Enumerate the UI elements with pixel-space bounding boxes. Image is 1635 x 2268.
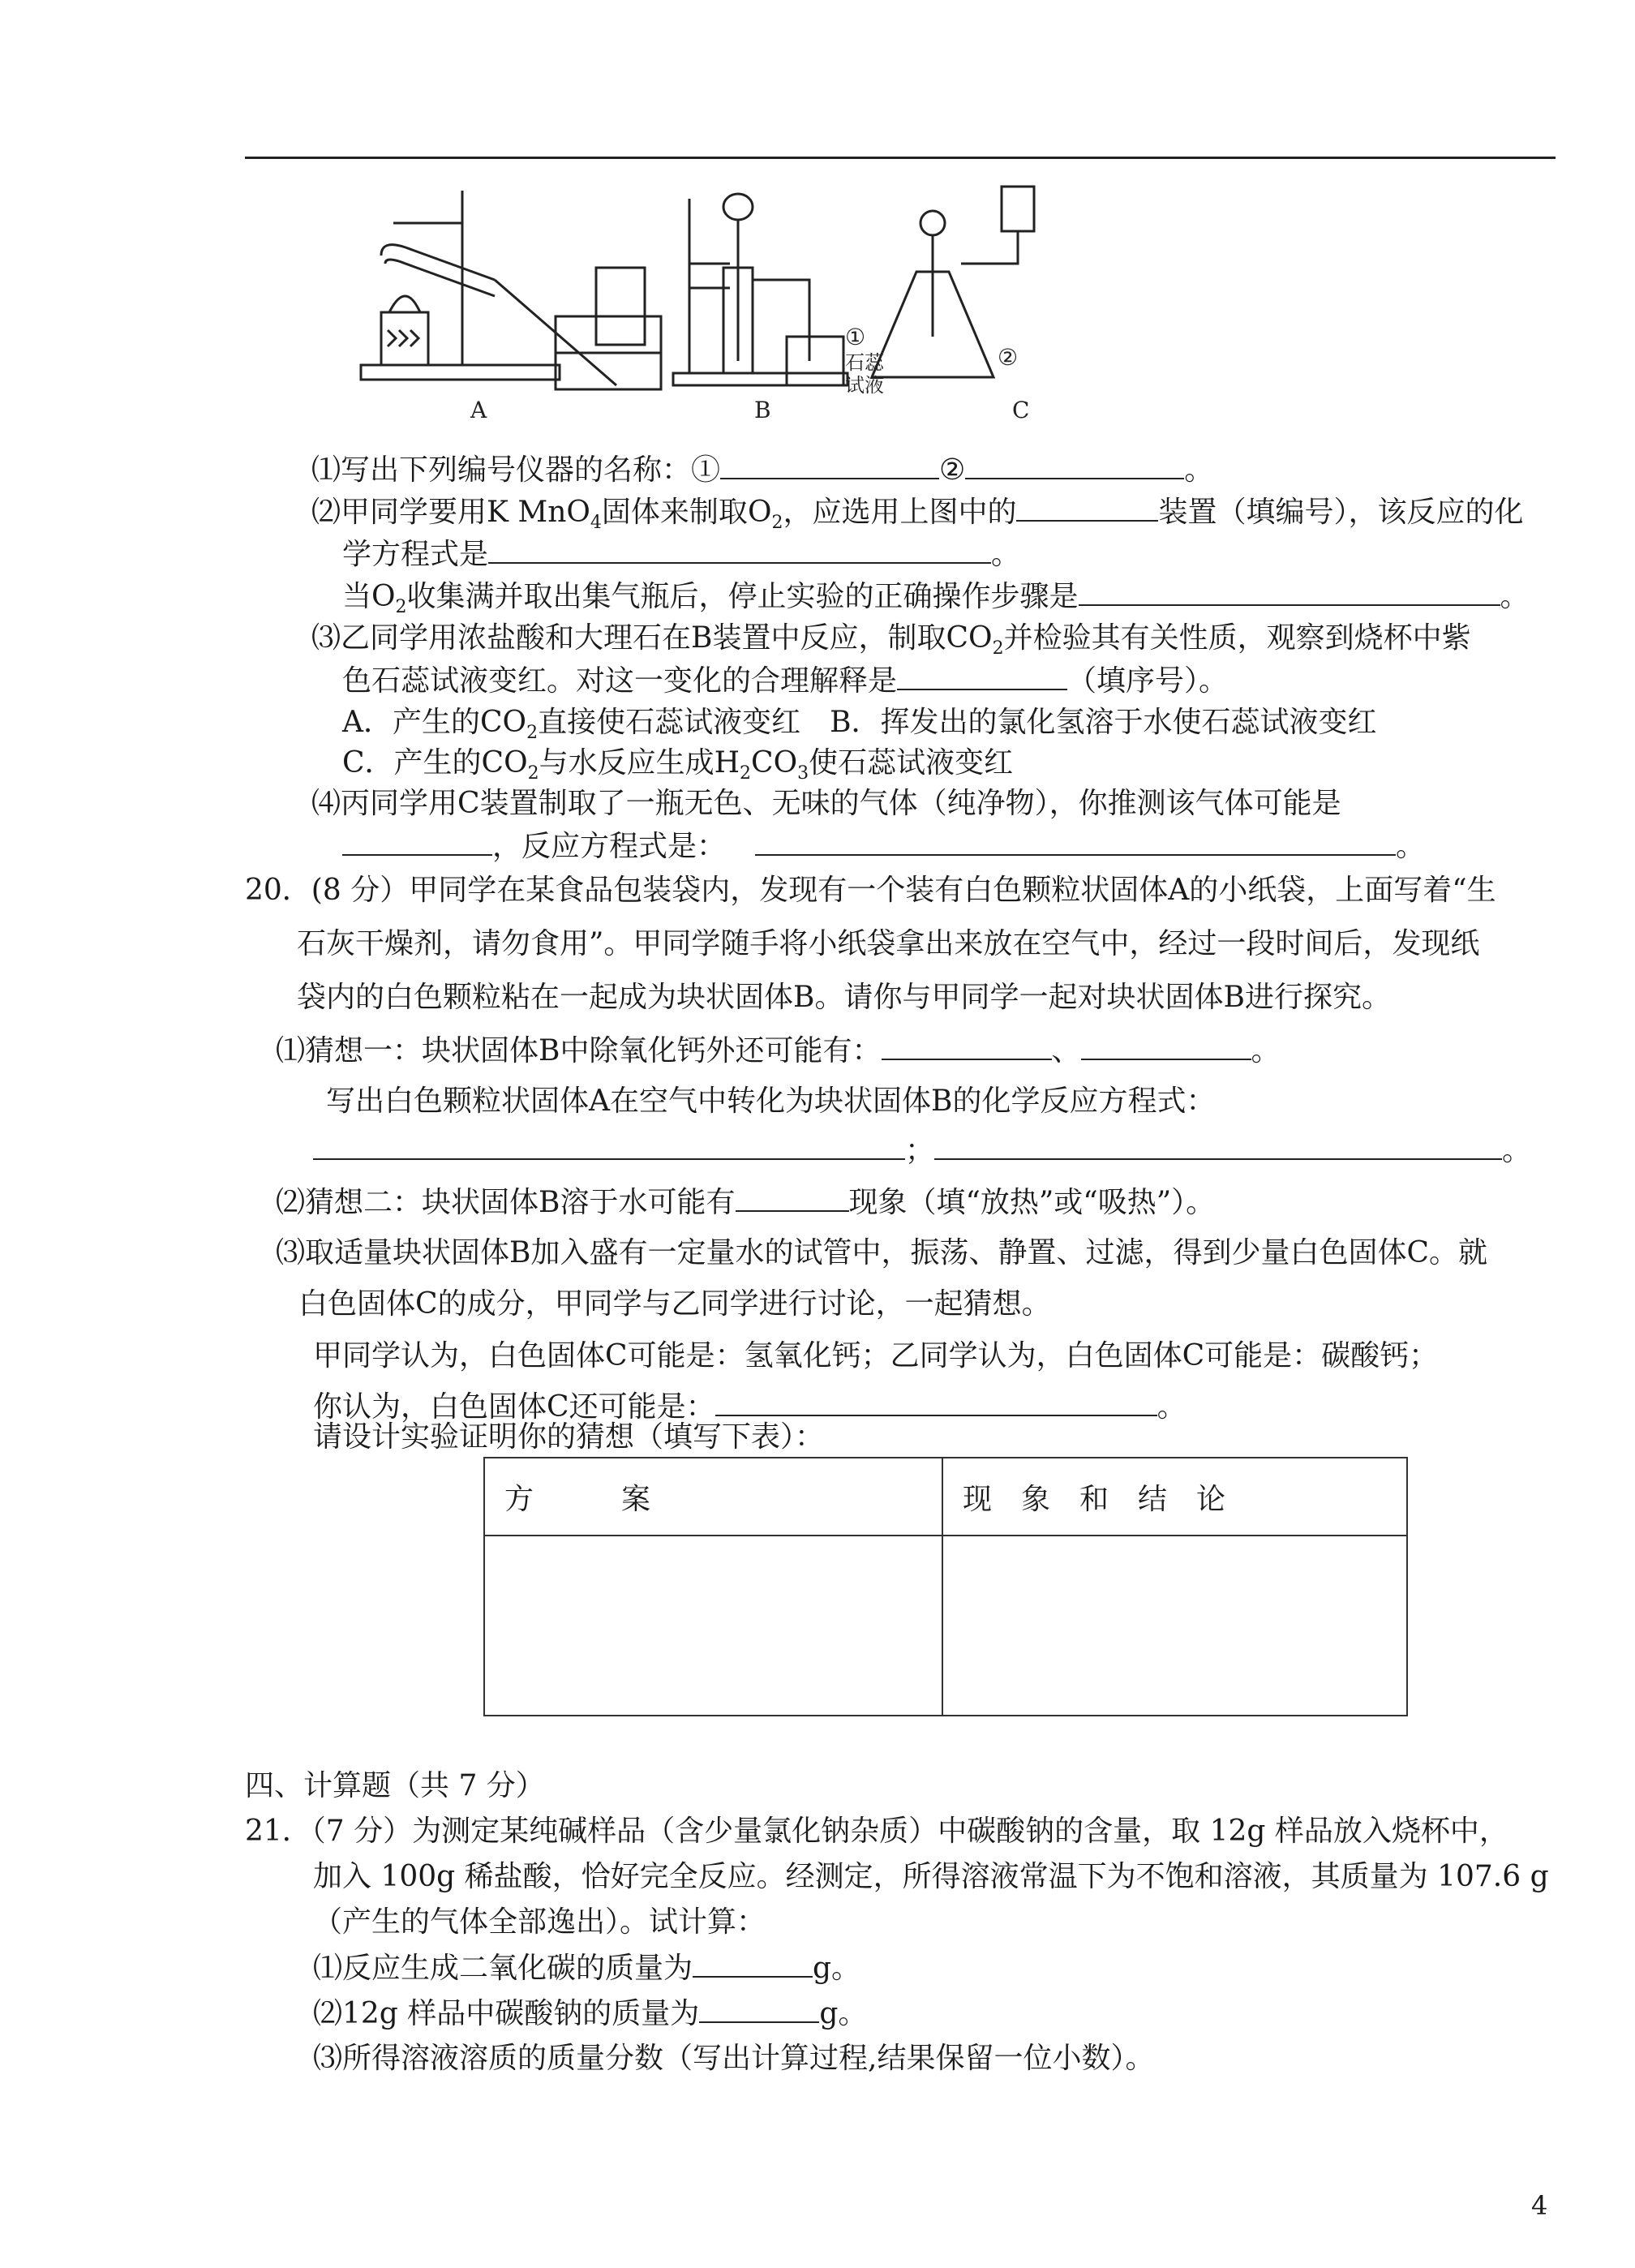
- page-number: 4: [1531, 2190, 1548, 2221]
- answer-blank[interactable]: [965, 452, 1184, 479]
- q20-guess3-line3: 甲同学认为，白色固体C可能是：氢氧化钙；乙同学认为，白色固体C可能是：碳酸钙；: [313, 1339, 1439, 1372]
- answer-blank[interactable]: [342, 828, 492, 856]
- q20-guess1-line2: 写出白色颗粒状固体A在空气中转化为块状固体B的化学反应方程式：: [326, 1085, 1216, 1118]
- answer-blank[interactable]: [1079, 578, 1500, 606]
- q21-sub2: ⑵12g 样品中碳酸钠的质量为 g。: [313, 1997, 868, 2030]
- q19-part2: ⑵甲同学要用K MnO$_4$固体来制取$O_2$，应选用上图中的 装置（填编号），该反应的化: [311, 496, 1524, 534]
- q21-sub3: ⑶所得溶液溶质的质量分数（写出计算过程,结果保留一位小数）。: [313, 2042, 1155, 2075]
- answer-blank[interactable]: [720, 452, 939, 479]
- q20-guess1-equation: ； 。: [313, 1132, 1531, 1169]
- answer-blank[interactable]: [715, 1389, 1157, 1416]
- apparatus-a: [361, 191, 661, 389]
- answer-blank[interactable]: [1016, 494, 1158, 522]
- marker-1: ①: [845, 324, 866, 350]
- experiment-table: [483, 1457, 1408, 1716]
- section4-title: 四、计算题（共 7 分）: [245, 1769, 545, 1802]
- table-header-plan: 方 案: [484, 1458, 942, 1536]
- q19-part1: ⑴写出下列编号仪器的名称：① ② 。: [311, 453, 1214, 487]
- answer-blank[interactable]: [1081, 1033, 1251, 1060]
- q20-guess3-line5: 请设计实验证明你的猜想（填写下表）：: [313, 1420, 825, 1454]
- q19-part2-line3: 当$O_2$收集满并取出集气瓶后，停止实验的正确操作步骤是 。: [342, 580, 1530, 618]
- header-rule: [245, 157, 1556, 159]
- answer-blank[interactable]: [313, 1132, 905, 1160]
- answer-blank[interactable]: [699, 1995, 819, 2023]
- q20-guess3-line2: 白色固体C的成分，甲同学与乙同学进行讨论，一起猜想。: [298, 1287, 1051, 1321]
- q21-line1: 21．（7 分）为测定某纯碱样品（含少量氯化钠杂质）中碳酸钠的含量，取 12g 样品放入烧杯中，: [245, 1815, 1508, 1848]
- label-a: A: [470, 397, 487, 423]
- q19-part4: ⑷丙同学用C装置制取了一瓶无色、无味的气体（纯净物），你推测该气体可能是: [311, 787, 1341, 820]
- label-c: C: [1012, 397, 1030, 423]
- q20-guess1: ⑴猜想一：块状固体B中除氧化钙外还可能有： 、 。: [276, 1034, 1281, 1067]
- q20-intro-line1: 20．(8 分）甲同学在某食品包装袋内，发现有一个装有白色颗粒状固体A的小纸袋，上面写着“生: [245, 874, 1496, 907]
- beaker-label-1: 石蕊: [845, 351, 884, 374]
- q19-part3: ⑶乙同学用浓盐酸和大理石在B装置中反应，制取$CO_2$并检验其有关性质，观察到烧杯中紫: [311, 621, 1471, 659]
- apparatus-b: [673, 194, 848, 385]
- marker-2: ②: [998, 344, 1019, 371]
- answer-blank[interactable]: [488, 536, 991, 564]
- label-b: B: [754, 397, 771, 423]
- table-cell-plan[interactable]: [484, 1536, 942, 1716]
- table-cell-result[interactable]: [942, 1536, 1407, 1716]
- answer-blank[interactable]: [755, 828, 1396, 856]
- q21-sub1: ⑴反应生成二氧化碳的质量为 g。: [313, 1952, 861, 1985]
- beaker-label-2: 试液: [845, 374, 884, 397]
- q20-intro-line2: 石灰干燥剂，请勿食用”。甲同学随手将小纸袋拿出来放在空气中，经过一段时间后，发现纸: [297, 927, 1480, 960]
- q20-guess2: ⑵猜想二：块状固体B溶于水可能有 现象（填“放热”或“吸热”）。: [276, 1186, 1216, 1219]
- answer-blank[interactable]: [693, 1950, 813, 1978]
- q21-line3: （产生的气体全部逸出）。试计算：: [313, 1905, 766, 1939]
- q19-options-ab: A．产生的$CO_2$直接使石蕊试液变红 B．挥发出的氯化氢溶于水使石蕊试液变红: [342, 706, 1377, 744]
- q19-option-c: C．产生的$CO_2$与水反应生成$H_2CO_3$使石蕊试液变红: [342, 746, 1014, 784]
- q19-part3-line2: 色石蕊试液变红。对这一变化的合理解释是 （填序号）。: [342, 664, 1229, 698]
- answer-blank[interactable]: [882, 1033, 1052, 1060]
- answer-blank[interactable]: [736, 1184, 849, 1212]
- q20-intro-line3: 袋内的白色颗粒粘在一起成为块状固体B。请你与甲同学一起对块状固体B进行探究。: [297, 981, 1391, 1014]
- q19-part2-line2: 学方程式是 。: [342, 538, 1021, 571]
- answer-blank[interactable]: [897, 663, 1067, 690]
- q20-guess3: ⑶取适量块状固体B加入盛有一定量水的试管中，振荡、静置、过滤，得到少量白色固体C。就: [276, 1236, 1488, 1269]
- table-header-result: 现 象 和 结 论: [942, 1458, 1407, 1536]
- q19-part4-line2: ，反应方程式是： 。: [342, 828, 1425, 865]
- apparatus-figure: [349, 174, 1046, 426]
- q20-guess3-line4: 你认为，白色固体C还可能是： 。: [313, 1390, 1187, 1424]
- q21-line2: 加入 100g 稀盐酸，恰好完全反应。经测定，所得溶液常温下为不饱和溶液，其质量为 107.6 g: [313, 1860, 1549, 1893]
- answer-blank[interactable]: [934, 1132, 1502, 1160]
